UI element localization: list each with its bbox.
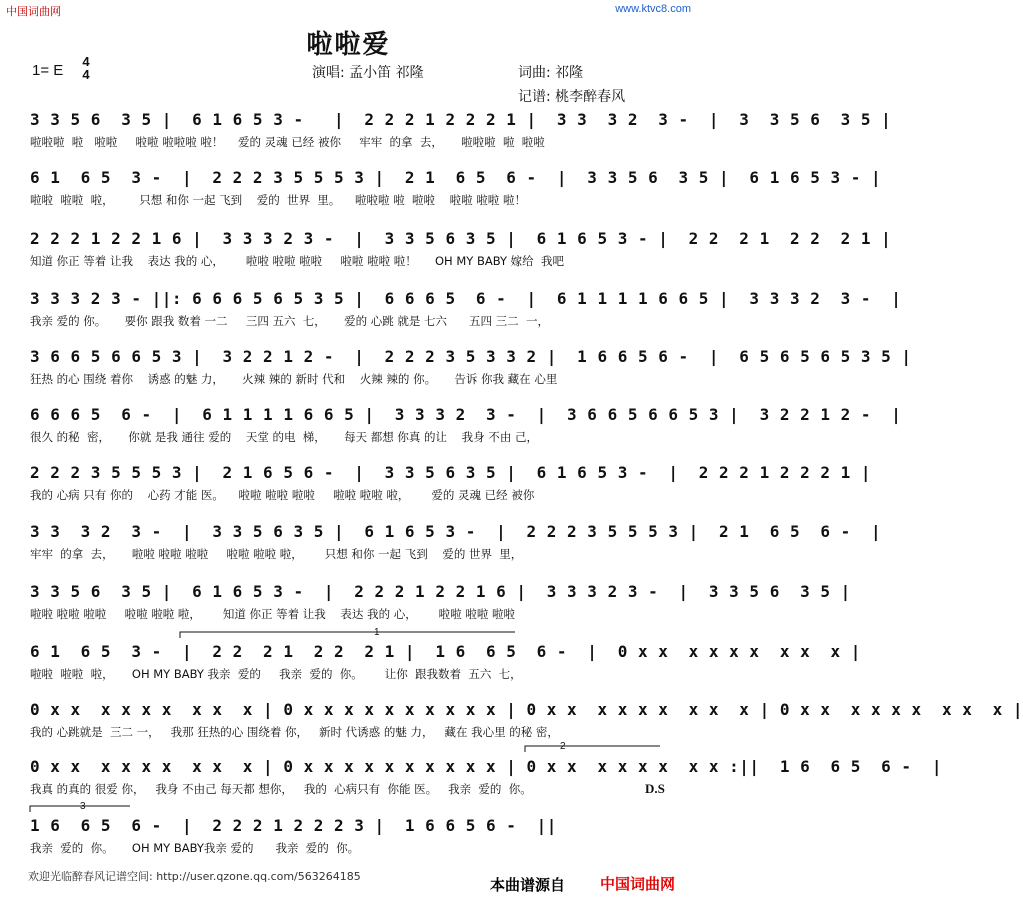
lyrics-row-7: 我的 心病 只有 你的 心药 才能 医。 啦啦 啦啦 啦啦 啦啦 啦啦 啦， 爱的 灵魂 已经 被你 [30, 488, 535, 502]
key-signature: 1= E [32, 62, 64, 79]
lyrics-row-4: 我亲 爱的 你。 要你 跟我 数着 一二 三四 五六 七， 爱的 心跳 就是 七六 五四 三二 一， [30, 314, 549, 328]
song-title: 啦啦爱 [306, 30, 391, 60]
notes-row-7: 2 2 2 3 5 5 5 3 | 2 1 6 5 6 - | 3 3 5 6 3 5 | 6 1 6 5 3 - | 2 2 2 1 2 2 2 1 | [30, 463, 872, 482]
lyrics-row-9: 啦啦 啦啦 啦啦 啦啦 啦啦 啦， 知道 你正 等着 让我 表达 我的 心， 啦啦 啦啦 啦啦 [30, 607, 515, 621]
writer-credit: 词曲: 祁隆 [518, 65, 584, 81]
time-signature-top: 4 [82, 54, 90, 69]
watermark-left: 中国词曲网 [6, 6, 61, 18]
third-ending-number: 3 [80, 801, 86, 812]
footer-brand: 中国词曲网 [600, 875, 676, 893]
lyrics-row-6: 很久 的秘 密， 你就 是我 通往 爱的 天堂 的电 梯， 每天 都想 你真 的让 我身 不由 己， [30, 430, 538, 444]
notes-row-1: 3 3 5 6 3 5 | 6 1 6 5 3 - | 2 2 2 1 2 2 2 1 | 3 3 3 2 3 - | 3 3 5 6 3 5 | [30, 110, 892, 129]
notes-row-2: 6 1 6 5 3 - | 2 2 2 3 5 5 5 3 | 2 1 6 5 6 - | 3 3 5 6 3 5 | 6 1 6 5 3 - | [30, 168, 882, 187]
footer-source-label: 本曲谱源自 [490, 876, 566, 894]
first-ending-bracket [180, 632, 515, 638]
lyrics-row-1: 啦啦啦 啦 啦啦 啦啦 啦啦啦 啦！ 爱的 灵魂 已经 被你 牢牢 的拿 去， 啦啦啦 啦 啦啦 [30, 135, 545, 149]
notes-row-13: 1 6 6 5 6 - | 2 2 2 1 2 2 2 3 | 1 6 6 5 6 - || [30, 816, 557, 835]
second-ending-number: 2 [560, 741, 566, 752]
watermark-right: www.ktvc8.com [615, 3, 691, 15]
second-ending-bracket [525, 746, 660, 752]
notes-row-4: 3 3 3 2 3 - ||: 6 6 6 5 6 5 3 5 | 6 6 6 5 6 - | 6 1 1 1 1 6 6 5 | 3 3 3 2 3 - | [30, 289, 902, 308]
lyrics-row-8: 牢牢 的拿 去， 啦啦 啦啦 啦啦 啦啦 啦啦 啦， 只想 和你 一起 飞到 爱的 世界 里， [30, 547, 523, 561]
notes-row-10: 6 1 6 5 3 - | 2 2 2 1 2 2 2 1 | 1 6 6 5 6 - | 0 x x x x x x x x x | [30, 642, 861, 661]
lyrics-row-10: 啦啦 啦啦 啦， OH MY BABY 我亲 爱的 我亲 爱的 你。 让你 跟我数着 五六 七， [30, 667, 522, 681]
notes-row-5: 3 6 6 5 6 6 5 3 | 3 2 2 1 2 - | 2 2 2 3 5 3 3 2 | 1 6 6 5 6 - | 6 5 6 5 6 5 3 5 | [30, 347, 912, 366]
ds-mark: D.S [645, 781, 665, 796]
footer-link-text: 欢迎光临醉春风记谱空间: http://user.qzone.qq.com/563264185 [28, 870, 361, 883]
lyrics-row-11: 我的 心跳就是 三二 一， 我那 狂热的心 围绕着 你， 新时 代诱惑 的魅 力， 藏在 我心里 的秘 密， [30, 725, 559, 739]
time-signature-bottom: 4 [82, 67, 90, 82]
notes-row-8: 3 3 3 2 3 - | 3 3 5 6 3 5 | 6 1 6 5 3 - | 2 2 2 3 5 5 5 3 | 2 1 6 5 6 - | [30, 522, 882, 541]
notes-row-9: 3 3 5 6 3 5 | 6 1 6 5 3 - | 2 2 2 1 2 2 1 6 | 3 3 3 2 3 - | 3 3 5 6 3 5 | [30, 582, 851, 601]
lyrics-row-5: 狂热 的心 围绕 着你 诱惑 的魅 力， 火辣 辣的 新时 代和 火辣 辣的 你。 告诉 你我 藏在 心里 [30, 372, 558, 386]
singer-credit: 演唱: 孟小笛 祁隆 [312, 65, 424, 81]
first-ending-number: 1 [374, 627, 380, 638]
lyrics-row-12: 我真 的真的 很爱 你， 我身 不由己 每天都 想你， 我的 心病只有 你能 医。 我亲 爱的 你。 [30, 782, 532, 796]
notes-row-12: 0 x x x x x x x x x | 0 x x x x x x x x x x | 0 x x x x x x x x :|| 1 6 6 5 6 - | [30, 757, 942, 776]
notes-row-3: 2 2 2 1 2 2 1 6 | 3 3 3 2 3 - | 3 3 5 6 3 5 | 6 1 6 5 3 - | 2 2 2 1 2 2 2 1 | [30, 229, 892, 248]
lyrics-row-2: 啦啦 啦啦 啦， 只想 和你 一起 飞到 爱的 世界 里。 啦啦啦 啦 啦啦 啦啦 啦啦 啦！ [30, 193, 526, 207]
notes-row-6: 6 6 6 5 6 - | 6 1 1 1 1 6 6 5 | 3 3 3 2 3 - | 3 6 6 5 6 6 5 3 | 3 2 2 1 2 - | [30, 405, 902, 424]
lyrics-row-13: 我亲 爱的 你。 OH MY BABY我亲 爱的 我亲 爱的 你。 [30, 841, 360, 855]
lyrics-row-3: 知道 你正 等着 让我 表达 我的 心， 啦啦 啦啦 啦啦 啦啦 啦啦 啦！ OH MY BABY 嫁给 我吧 [30, 254, 564, 268]
transcriber-credit: 记谱: 桃李醉春风 [518, 89, 626, 105]
notes-row-11: 0 x x x x x x x x x | 0 x x x x x x x x x x | 0 x x x x x x x x x | 0 x x x x x x x x x | [30, 700, 1023, 719]
